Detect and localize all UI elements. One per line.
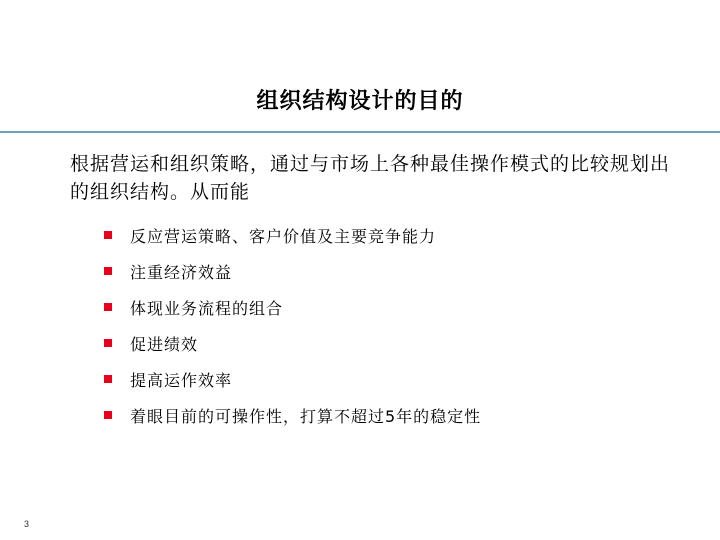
bullet-item (104, 397, 481, 433)
bullet-text: 提高运作效率 (130, 370, 233, 390)
square-bullet-icon (104, 339, 112, 347)
bullet-text: 反应营运策略、客户价值及主要竞争能力 (130, 226, 437, 246)
bullet-text: 注重经济效益 (130, 262, 233, 282)
bullet-text: 着眼目前的可操作性，打算不超过5年的稳定性 (130, 406, 482, 426)
bullet-item (104, 361, 481, 397)
bullet-item (104, 253, 481, 289)
bullet-text: 促进绩效 (130, 334, 199, 354)
bullet-item (104, 217, 481, 253)
purpose-bullet-list (104, 217, 481, 433)
page-number: 3 (24, 519, 30, 529)
bullet-text: 体现业务流程的组合 (130, 298, 284, 318)
square-bullet-icon (104, 267, 112, 275)
square-bullet-icon (104, 231, 112, 239)
slide-title: 组织结构设计的目的 (256, 89, 464, 114)
square-bullet-icon (104, 411, 112, 419)
bullet-item (104, 289, 481, 325)
title-divider (0, 131, 720, 133)
intro-paragraph: 根据营运和组织策略，通过与市场上各种最佳操作模式的比较规划出的组织结构。从而能 (70, 153, 671, 203)
square-bullet-icon (104, 303, 112, 311)
square-bullet-icon (104, 375, 112, 383)
bullet-item (104, 325, 481, 361)
